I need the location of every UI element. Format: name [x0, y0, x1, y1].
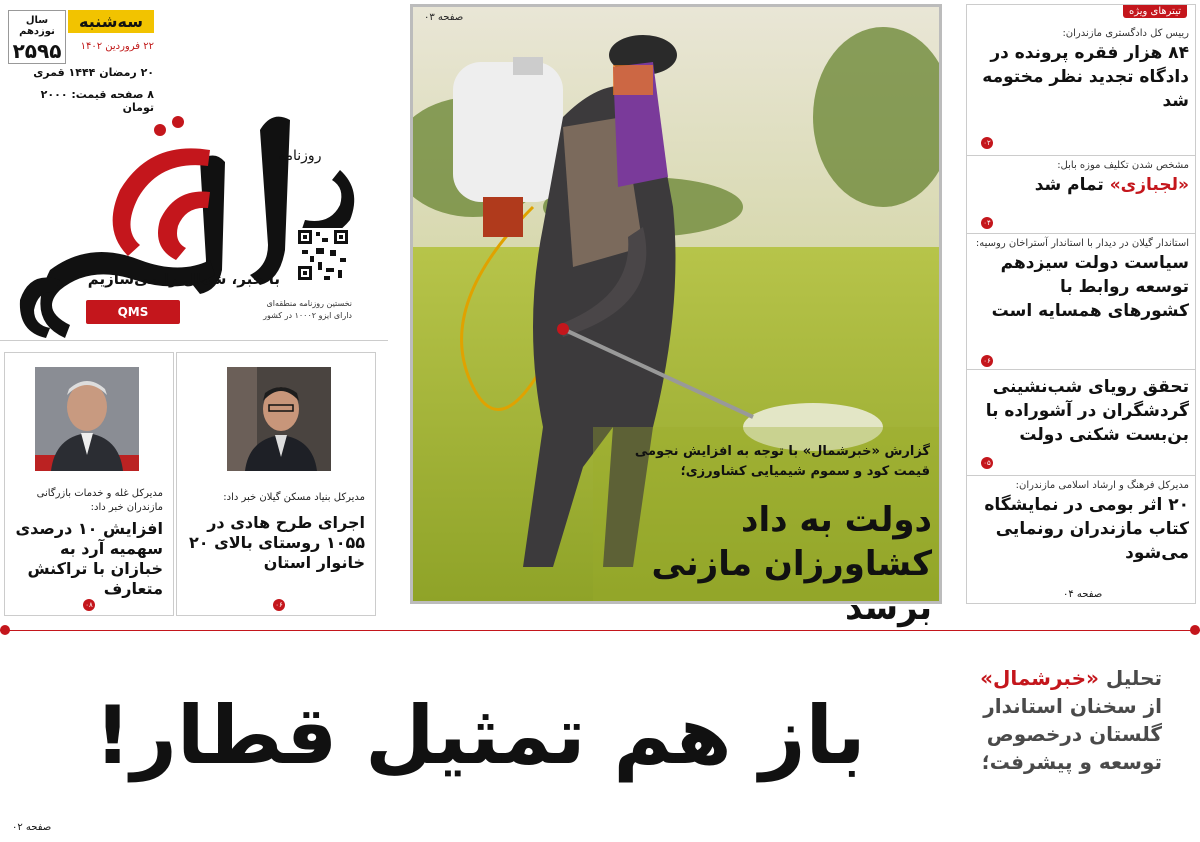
headline-item[interactable]: [973, 479, 1189, 565]
special-headlines-label: تیترهای ویژه: [1123, 5, 1187, 18]
analysis-prefix: تحلیل: [1105, 666, 1162, 690]
issue-number: ۲۵۹۵: [12, 39, 62, 63]
badge-text-2: دارای ایزو ۱۰۰۰۲ در کشور: [263, 311, 352, 320]
masthead-divider: [0, 340, 388, 341]
qr-code-icon: [296, 228, 350, 282]
page-marker: ۰۴: [981, 217, 993, 229]
issue-year: سال نوزدهم: [19, 15, 55, 37]
news-column-flour[interactable]: [4, 352, 174, 616]
certification-badges: [184, 298, 352, 322]
photo-title-line-1: دولت به داد: [741, 500, 932, 540]
solar-date: ۲۲ فروردین ۱۴۰۲: [80, 41, 154, 52]
column-intro: مدیرکل بنیاد مسکن گیلان خبر داد:: [223, 492, 365, 503]
issue-box: [8, 10, 66, 64]
news-column-housing[interactable]: [176, 352, 376, 616]
column-intro: مدیرکل غله و خدمات بازرگانی مازندران خبر داد:: [36, 488, 163, 513]
logo-prefix: روزنامه: [278, 148, 322, 164]
qms-badge: QMS: [86, 300, 180, 324]
divider-dot: [1190, 625, 1200, 635]
price-line: ۸ صفحه قیمت: ۲۰۰۰ تومان: [40, 88, 154, 114]
photo-story-intro: گزارش «خبرشمال» با توجه به افزایش نجومی قیمت کود و سموم شیمیایی کشاورزی؛: [634, 444, 930, 479]
page-marker: ۰۸: [83, 599, 95, 611]
headline-divider: [967, 475, 1195, 476]
headline-divider: [967, 233, 1195, 234]
headline-title-highlight: «لجبازی»: [1109, 175, 1189, 195]
analysis-body: از سخنان استاندار گلستان درخصوص توسعه و پیشرفت؛: [981, 694, 1162, 774]
portrait-photo: [227, 367, 331, 471]
column-title: افزایش ۱۰ درصدی سهمیه آرد به خبازان با تراکنش متعارف: [15, 519, 163, 598]
bottom-page-ref: صفحه ۰۲: [12, 822, 52, 833]
headline-title: ۲۰ اثر بومی در نمایشگاه کتاب مازندران رونمایی می‌شود: [984, 495, 1189, 563]
headline-item[interactable]: [973, 159, 1189, 197]
photo-title-line-2: کشاورزان مازنی برسد: [651, 544, 932, 628]
headline-title-rest: تمام شد: [1034, 175, 1104, 195]
hijri-date: ۲۰ رمضان ۱۴۴۴ قمری: [33, 66, 154, 79]
section-divider: [0, 630, 1200, 631]
slogan: با خبر، شمال را می‌سازیم: [87, 270, 280, 288]
column-title: اجرای طرح هادی در ۱۰۵۵ روستای بالای ۲۰ خانوار استان: [189, 513, 365, 572]
page-marker: ۰۲: [981, 137, 993, 149]
day-name: سه‌شنبه: [68, 10, 154, 33]
portrait-photo: [35, 367, 139, 471]
divider-dot: [0, 625, 10, 635]
special-headlines-column: [966, 4, 1196, 604]
page-marker: ۰۵: [981, 457, 993, 469]
analysis-brand: «خبرشمال»: [980, 666, 1099, 690]
date-box: [68, 10, 154, 62]
headline-title: تحقق رویای شب‌نشینی گردشگران در آشوراده با بن‌بست شکنی دولت: [985, 377, 1189, 445]
headline-item[interactable]: [973, 27, 1189, 113]
special-headlines-header: [967, 5, 1195, 21]
headline-title: [973, 173, 1189, 197]
headline-intro: رییس کل دادگستری مازندران:: [1062, 28, 1189, 39]
headline-item[interactable]: [973, 375, 1189, 447]
headline-item[interactable]: [973, 237, 1189, 323]
photo-story-title: [560, 498, 932, 630]
analysis-blurb[interactable]: [966, 664, 1162, 776]
photo-page-ref: صفحه ۰۳: [424, 12, 464, 23]
headline-intro: استاندار گیلان در دیدار با استاندار آستراخان روسیه:: [975, 238, 1189, 249]
page-marker: ۰۶: [981, 355, 993, 367]
main-headline[interactable]: باز هم تمثیل قطار!: [94, 689, 866, 782]
badge-text-1: نخستین روزنامه منطقه‌ای: [266, 299, 352, 308]
page-marker: ۰۶: [273, 599, 285, 611]
headline-intro: مشخص شدن تکلیف موزه بابل:: [1057, 160, 1189, 171]
column-page-ref: صفحه ۰۴: [1063, 589, 1103, 600]
headline-title: ۸۴ هزار فقره پرونده در دادگاه تجدید نظر مختومه شد: [982, 43, 1189, 111]
headline-title: سیاست دولت سیزدهم توسعه روابط با کشورهای همسایه است: [991, 253, 1189, 321]
headline-divider: [967, 369, 1195, 370]
headline-divider: [967, 155, 1195, 156]
headline-intro: مدیرکل فرهنگ و ارشاد اسلامی مازندران:: [1015, 480, 1189, 491]
